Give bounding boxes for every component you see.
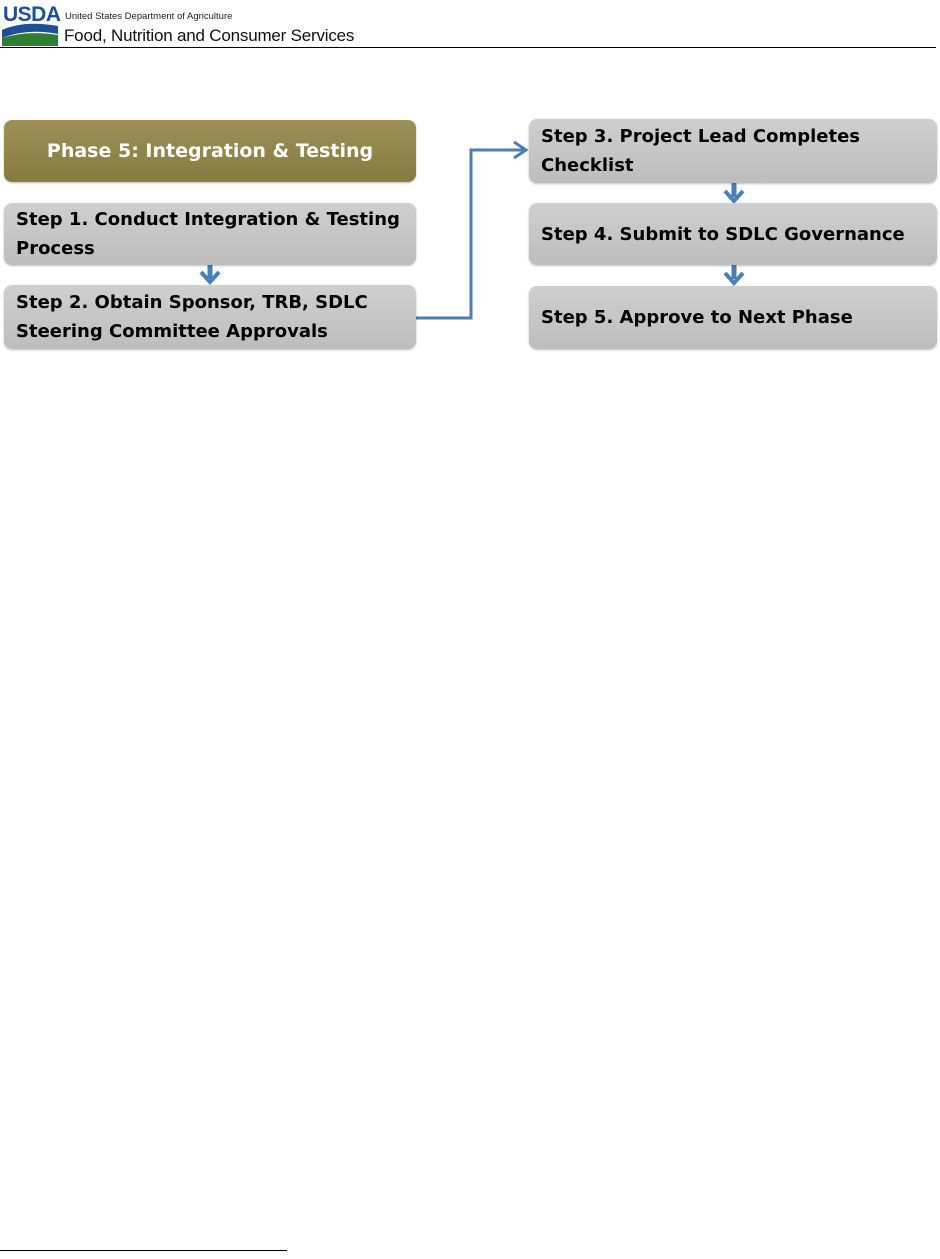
arrow-step1-to-step2-head	[201, 272, 219, 282]
arrow-step2-to-step3-head	[514, 142, 526, 158]
usda-logo-text: USDA	[3, 3, 61, 26]
usda-logo	[0, 3, 355, 46]
step-5-box: Step 5. Approve to Next Phase	[529, 286, 937, 349]
step-1-box: Step 1. Conduct Integration & Testing Process	[4, 203, 416, 265]
page-header	[0, 0, 940, 48]
department-name: United States Department of Agriculture	[65, 11, 233, 22]
footnote-divider	[0, 1250, 287, 1251]
step-4-box: Step 4. Submit to SDLC Governance	[529, 203, 937, 265]
arrow-step2-to-step3	[415, 150, 524, 318]
phase-title-box: Phase 5: Integration & Testing	[4, 120, 416, 182]
step-3-box: Step 3. Project Lead Completes Checklist	[529, 119, 937, 183]
arrow-step4-to-step5-head	[725, 273, 743, 283]
step-2-box: Step 2. Obtain Sponsor, TRB, SDLC Steering Committee Approvals	[4, 285, 416, 349]
agency-name: Food, Nutrition and Consumer Services	[64, 26, 355, 45]
header-divider	[0, 47, 936, 48]
arrow-step3-to-step4-head	[725, 191, 743, 201]
